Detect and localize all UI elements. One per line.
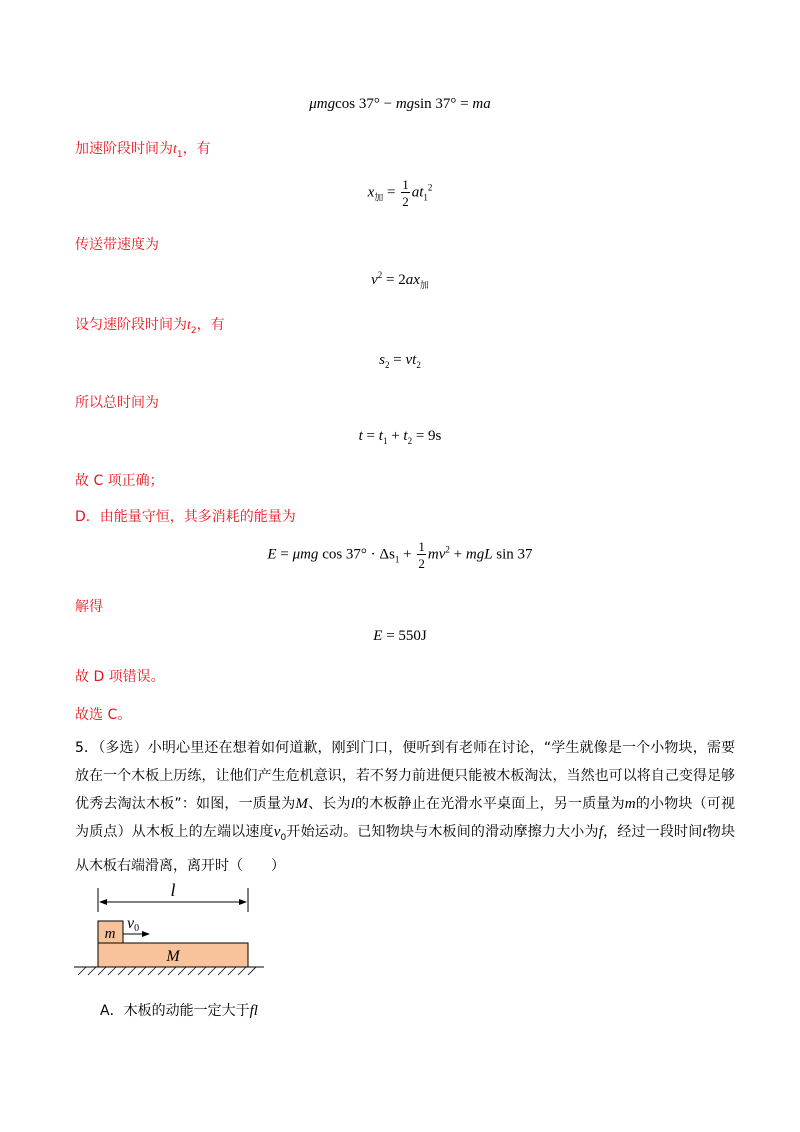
text-uniform-time: 设匀速阶段时间为$t_2$，有 (75, 317, 225, 336)
text-choose-c: 故选 C。 (75, 707, 132, 723)
equation-friction: μmgcos 37° − mgsin 37° = ma (309, 96, 491, 112)
text-solve: 解得 (75, 599, 103, 615)
option-a[interactable]: A．木板的动能一定大于fl (100, 1003, 258, 1019)
board-label: M (166, 948, 180, 965)
dimension-arrow-right (239, 899, 247, 905)
text-belt-speed: 传送带速度为 (75, 237, 159, 253)
equation-displacement: $x_加$ = $\frac{1}{2}$ $at_1^2$ (367, 177, 433, 209)
equation-total-time: $t = t_1 + t_2 = 9s$ (358, 428, 442, 446)
equation-energy: E = μmg $\cos 37^\circ \cdot \Delta s_1$ + $\frac{1}{2}$ $mv^2$ + mgL sin 37 (267, 539, 533, 571)
equation-uniform-distance: $s_2 = vt_2$ (379, 352, 421, 370)
length-label: l (170, 880, 176, 900)
block-label: m (104, 926, 116, 942)
equation-energy-value: E = 550J (373, 628, 427, 644)
text-d-wrong: 故 D 项错误。 (75, 669, 165, 685)
text-total-time: 所以总时间为 (75, 395, 159, 411)
board-block-figure (70, 880, 290, 990)
text-c-correct: 故 C 项正确； (75, 473, 164, 489)
dimension-arrow-left (99, 899, 107, 905)
equation-velocity: $v^2 = 2ax_加$ (371, 270, 429, 290)
velocity-arrowhead (142, 931, 150, 937)
question-5: 5．（多选）小明心里还在想着如何道歉，刚到门口，便听到有老师在讨论，“学生就像是一个小物块，需要放在一个木板上历练，让他们产生危机意识，若不努力前进便只能被木板淘汰，当然也可以将自己变得足够优秀去淘汰木板”：如图，一质量为M、长为l的木板静止在光滑水平桌面上，另一质量为m的小物块（可视为质点）从木板上的左端以速度$v_0$开始运动。已知物块与木板间的滑动摩擦力大小为f，经过一段时间t物块从木板右端滑离，离开时（ ） (75, 740, 736, 874)
text-accel-time: 加速阶段时间为$t_1$，有 (75, 141, 211, 160)
ground-hatching (78, 967, 256, 975)
velocity-label: v0 (127, 915, 140, 934)
text-d-energy: D．由能量守恒，其多消耗的能量为 (75, 509, 296, 525)
